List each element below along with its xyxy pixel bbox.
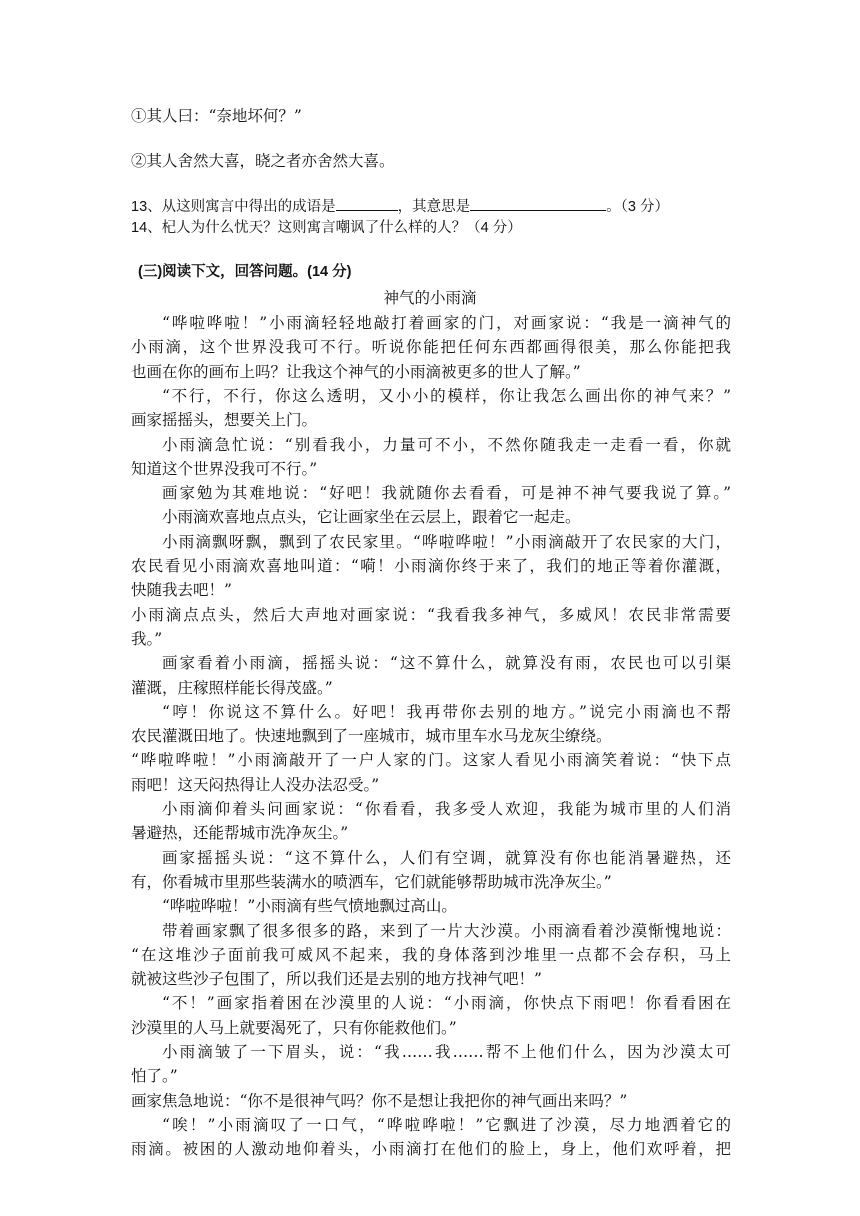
passage-line: 农民看见小雨滴欢喜地叫道：“嗬！小雨滴你终于来了，我们的地正等着你灌溉， (131, 557, 731, 575)
answer-blank-meaning[interactable] (470, 196, 606, 211)
passage-line: 小雨滴飘呀飘，飘到了农民家里。“哗啦哗啦！”小雨滴敲开了农民家的大门， (162, 532, 731, 551)
passage-line: 怕了。” (131, 1067, 178, 1086)
passage-line: 灌溉，庄稼照样能长得茂盛。” (131, 678, 333, 697)
passage-line: 就被这些沙子包围了，所以我们还是去别的地方找神气吧！” (131, 970, 542, 989)
passage-line: 小雨滴仰着头问画家说：“你看看，我多受人欢迎，我能为城市里的人们消 (162, 800, 731, 818)
passage-line: 我。” (131, 629, 163, 648)
passage-line: 小雨滴皱了一下眉头，说：“我……我……帮不上他们什么，因为沙漠太可 (162, 1043, 731, 1061)
passage-line: 快随我去吧！” (131, 581, 232, 600)
passage-line: 雨吧！这天闷热得让人没办法忍受。” (131, 775, 380, 794)
question-14: 14、杞人为什么忧天？这则寓言嘲讽了什么样的人？（4 分） (131, 220, 522, 236)
passage-line: 小雨滴欢喜地点点头，它让画家坐在云层上，跟着它一起走。 (162, 508, 581, 527)
passage-line: 画家看着小雨滴，摇摇头说：“这不算什么，就算没有雨，农民也可以引渠 (162, 654, 731, 673)
answer-blank-idiom[interactable] (336, 196, 398, 211)
passage-line: 有，你看城市里那些装满水的喷洒车，它们就能够帮助城市洗净灰尘。” (131, 872, 612, 891)
section-heading: (三)阅读下文，回答问题。(14 分) (138, 264, 352, 280)
passage-title: 神气的小雨滴 (383, 289, 477, 307)
passage-line: 也画在你的画布上吗？让我这个神气的小雨滴被更多的世人了解。” (131, 362, 581, 381)
passage-line: “不行，不行，你这么透明，又小小的模样，你让我怎么画出你的神气来？” (162, 386, 731, 405)
passage-line: 画家勉为其难地说：“好吧！我就随你去看看，可是神不神气要我说了算。” (162, 484, 731, 503)
q13-text-a: 13、从这则寓言中得出的成语是 (131, 199, 336, 215)
q13-text-c: 。（3 分） (606, 199, 669, 215)
passage-line: 小雨滴急忙说：“别看我小，力量可不小，不然你随我走一走看一看，你就 (162, 435, 731, 454)
passage-line: 暑避热，还能帮城市洗净灰尘。” (131, 824, 349, 843)
passage-line: “不！”画家指着困在沙漠里的人说：“小雨滴，你快点下雨吧！你看看困在 (162, 994, 731, 1013)
passage-line: 画家焦急地说：“你不是很神气吗？你不是想让我把你的神气画出来吗？” (131, 1091, 628, 1110)
classical-line-2: ②其人舍然大喜，晓之者亦舍然大喜。 (131, 152, 395, 170)
passage-line: “哗啦哗啦！”小雨滴轻轻地敲打着画家的门，对画家说：“我是一滴神气的 (162, 314, 731, 332)
passage-line: 知道这个世界没我可不行。” (131, 459, 318, 478)
passage-line: 带着画家飘了很多很多的路，来到了一片大沙漠。小雨滴看着沙漠惭愧地说： (162, 921, 731, 940)
passage-line: 雨滴。被困的人激动地仰着头，小雨滴打在他们的脸上，身上，他们欢呼着，把 (131, 1140, 731, 1159)
passage-line: “哼！你说这不算什么。好吧！我再带你去别的地方。”说完小雨滴也不帮 (162, 702, 731, 721)
passage-line: 小雨滴，这个世界没我可不行。听说你能把任何东西都画得很美，那么你能把我 (131, 338, 731, 357)
passage-line: 画家摇摇头说：“这不算什么，人们有空调，就算没有你也能消暑避热，还 (162, 848, 731, 867)
passage-line: 农民灌溉田地了。快速地飘到了一座城市，城市里车水马龙灰尘缭绕。 (131, 727, 612, 746)
passage-line: 沙漠里的人马上就要渴死了，只有你能救他们。” (131, 1018, 457, 1037)
classical-line-1: ①其人曰：“奈地坏何？” (131, 107, 302, 125)
passage-line: 小雨滴点点头，然后大声地对画家说：“我看我多神气，多威风！农民非常需要 (131, 605, 731, 624)
passage-line: “哗啦哗啦！”小雨滴有些气愤地飘过高山。 (162, 897, 457, 916)
passage-line: “唉！”小雨滴叹了一口气，“哗啦哗啦！”它飘进了沙漠，尽力地洒着它的 (162, 1115, 731, 1134)
passage-line: “在这堆沙子面前我可威风不起来，我的身体落到沙堆里一点都不会存积，马上 (131, 945, 731, 964)
q13-text-b: ，其意思是 (397, 199, 471, 215)
passage-line: 画家摇摇头，想要关上门。 (131, 411, 318, 430)
passage-line: “哗啦哗啦！”小雨滴敲开了一户人家的门。这家人看见小雨滴笑着说：“快下点 (131, 751, 731, 770)
